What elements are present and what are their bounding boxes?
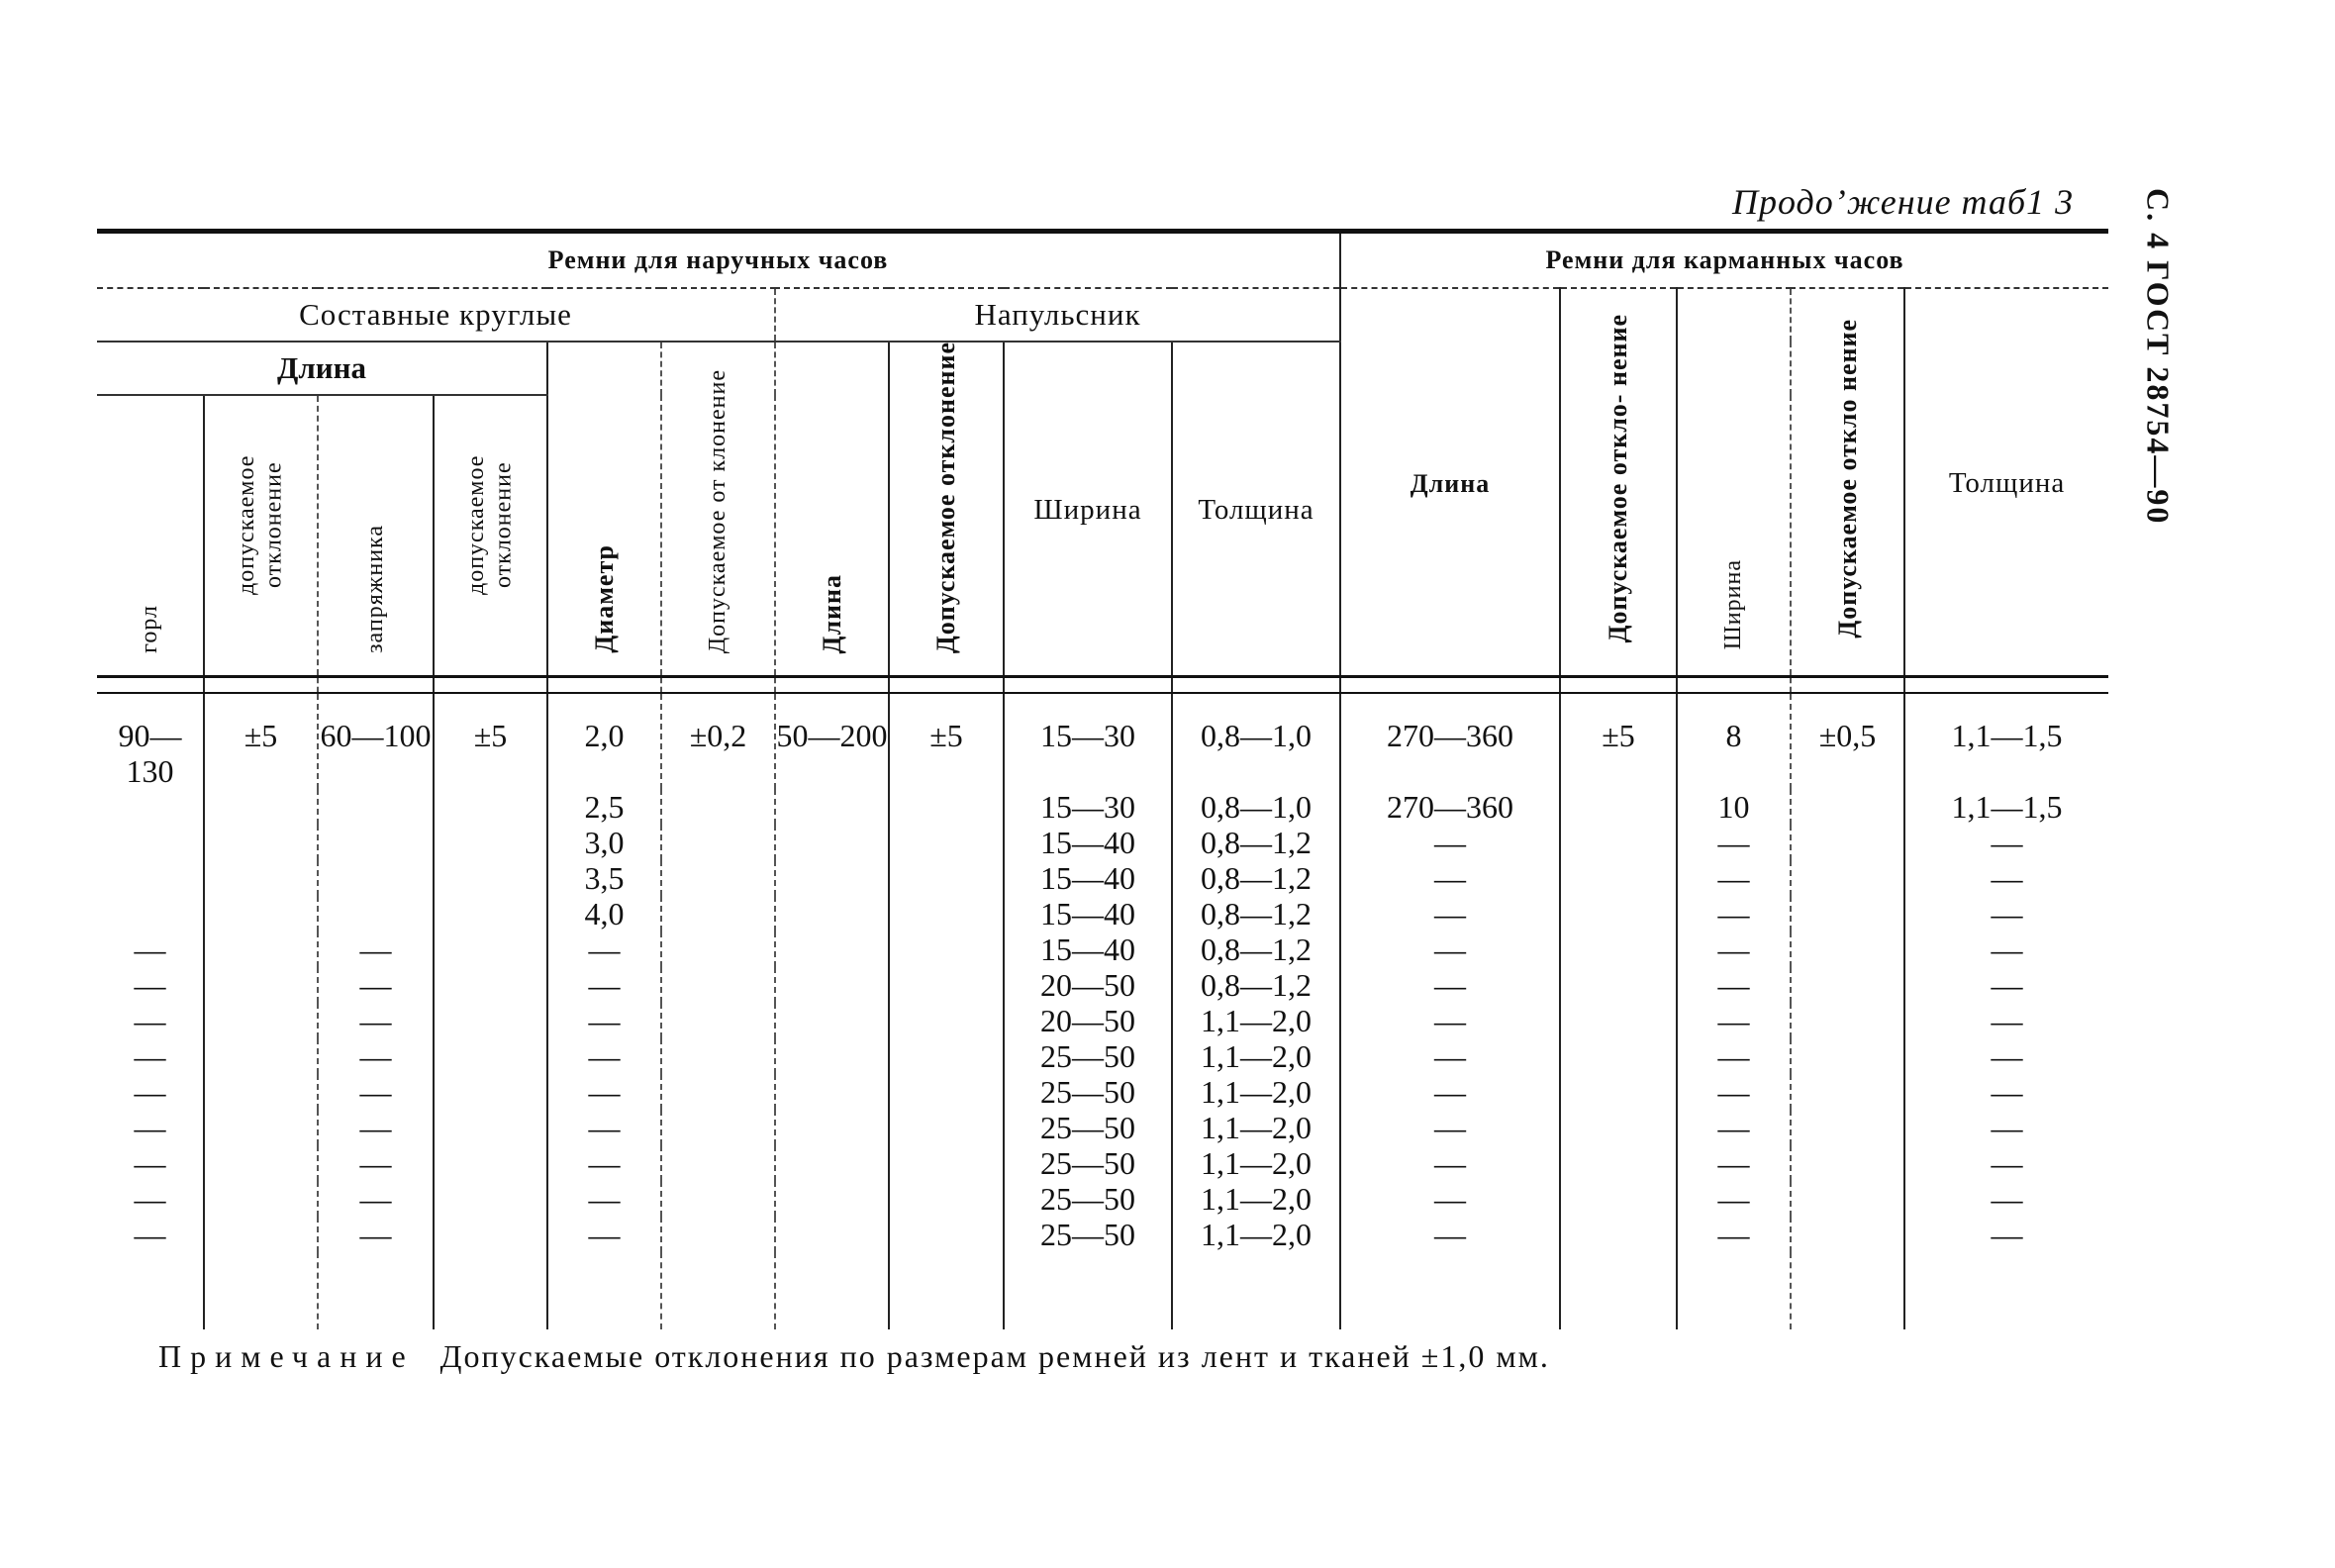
- table-cell: —: [1904, 1181, 2108, 1217]
- table-cell: [1560, 1181, 1677, 1217]
- table-cell: —: [318, 1038, 434, 1074]
- table-cell: 270—360: [1340, 693, 1560, 789]
- table-cell: —: [318, 1074, 434, 1110]
- table-spacer-cell: [97, 1252, 204, 1329]
- table-cell: 0,8—1,0: [1172, 693, 1340, 789]
- table-cell: 8: [1677, 693, 1791, 789]
- table-cell: [889, 789, 1004, 825]
- table-spacer-cell: [318, 1252, 434, 1329]
- table-cell: 20—50: [1004, 1003, 1172, 1038]
- table-cell: —: [547, 931, 661, 967]
- header-pocket-width: [1677, 288, 1791, 677]
- table-cell: [661, 931, 775, 967]
- table-cell: —: [547, 1217, 661, 1252]
- table-cell: 270—360: [1340, 789, 1560, 825]
- table-cell: [775, 1145, 889, 1181]
- table-cell: —: [318, 931, 434, 967]
- header-diameter-text: Диаметр: [589, 544, 619, 653]
- table-cell: [1791, 1110, 1904, 1145]
- header-bracelet-dev: [889, 342, 1004, 677]
- header-bracelet-width-text: Ширина: [1033, 494, 1142, 526]
- table-cell: —: [1677, 1217, 1791, 1252]
- table-cell: [1560, 860, 1677, 896]
- table-cell: —: [134, 1038, 166, 1074]
- table-cell: [1560, 789, 1677, 825]
- table-cell: —: [1340, 1181, 1560, 1217]
- header-zapr-text: запряжника: [361, 525, 388, 653]
- table-cell: —: [318, 1145, 434, 1181]
- table-cell: [1560, 1038, 1677, 1074]
- header-diameter-dev-text: Допускаемое от клонение: [704, 368, 730, 653]
- table-cell: 60—100: [318, 693, 434, 789]
- header-pocket-thickness: [1904, 288, 2108, 677]
- table-cell: [1791, 1145, 1904, 1181]
- table-cell: [204, 1074, 318, 1110]
- table-cell: [434, 931, 547, 967]
- table-cell: [775, 931, 889, 967]
- table-cell: [661, 1110, 775, 1145]
- table-cell: [204, 1145, 318, 1181]
- table-cell: [775, 789, 889, 825]
- header-pocket-dev1: [1560, 288, 1677, 677]
- table-cell: 2,5: [547, 789, 661, 825]
- table-cell: —: [1904, 1074, 2108, 1110]
- table-row: [97, 1038, 2108, 1074]
- header-pocket-thickness-text: Толщина: [1948, 467, 2066, 499]
- table-spacer-cell: [1677, 1252, 1791, 1329]
- header-bracelet-dev-text: Допускаемое отклонение: [931, 341, 961, 653]
- table-cell: [97, 860, 204, 896]
- table-cell: [1791, 1038, 1904, 1074]
- table-row: [97, 789, 2108, 825]
- table-cell: ±5: [889, 693, 1004, 789]
- table-cell: [661, 860, 775, 896]
- table-cell: 15—40: [1004, 931, 1172, 967]
- header-diameter-dev: [661, 342, 775, 677]
- table-cell: —: [1904, 825, 2108, 860]
- table-cell: [97, 789, 204, 825]
- table-cell: 0,8—1,0: [1172, 789, 1340, 825]
- header-dev1: [204, 395, 318, 677]
- table-cell: [1560, 825, 1677, 860]
- table-row: [97, 693, 2108, 789]
- table-cell: —: [547, 1074, 661, 1110]
- table-cell: [204, 789, 318, 825]
- table-cell: [775, 825, 889, 860]
- table-cell: [204, 931, 318, 967]
- table-cell: [1791, 825, 1904, 860]
- table-cell: —: [134, 1110, 166, 1145]
- header-bracelet-thickness: [1172, 342, 1340, 677]
- table-spacer-cell: [1340, 1252, 1560, 1329]
- table-cell: [775, 967, 889, 1003]
- table-cell: 25—50: [1004, 1074, 1172, 1110]
- table-spacer-cell: [1791, 1252, 1904, 1329]
- table-cell: —: [1904, 1038, 2108, 1074]
- table-cell: [889, 931, 1004, 967]
- header-pocket-length-text: Длина: [1410, 469, 1491, 498]
- table-cell: —: [134, 967, 166, 1003]
- table-cell: [1560, 1110, 1677, 1145]
- header-gorl: [97, 395, 204, 677]
- table-cell: [434, 896, 547, 931]
- table-cell: [1791, 1074, 1904, 1110]
- table-cell: 1,1—2,0: [1172, 1003, 1340, 1038]
- table-cell: —: [134, 931, 166, 967]
- table-spacer-cell: [661, 1252, 775, 1329]
- table-cell: 1,1—2,0: [1172, 1074, 1340, 1110]
- table-note: [158, 1338, 1550, 1375]
- table-cell: —: [134, 1217, 166, 1252]
- table-cell: [889, 825, 1004, 860]
- table-cell: —: [1340, 825, 1560, 860]
- table-cell: [889, 1074, 1004, 1110]
- table-cell: [889, 1181, 1004, 1217]
- table-row: [97, 1110, 2108, 1145]
- table-cell: [1791, 1217, 1904, 1252]
- table-cell: —: [1677, 1003, 1791, 1038]
- table-cell: [204, 1110, 318, 1145]
- table-cell: [1791, 896, 1904, 931]
- table-cell: —: [1677, 931, 1791, 967]
- table-cell: —: [1340, 860, 1560, 896]
- table-cell: [1560, 1217, 1677, 1252]
- table-cell: [775, 1217, 889, 1252]
- table-row: [97, 967, 2108, 1003]
- table-row: [97, 1074, 2108, 1110]
- table-cell: 0,8—1,2: [1172, 896, 1340, 931]
- table-cell: [889, 1110, 1004, 1145]
- table-cell: ±0,2: [661, 693, 775, 789]
- table-cell: [434, 1003, 547, 1038]
- table-row: [97, 1217, 2108, 1252]
- table-cell: [889, 860, 1004, 896]
- table-spacer-cell: [1172, 1252, 1340, 1329]
- table-spacer-cell: [775, 1252, 889, 1329]
- table-cell: 25—50: [1004, 1217, 1172, 1252]
- table-cell: 15—40: [1004, 896, 1172, 931]
- table-cell: [661, 1217, 775, 1252]
- table-cell: —: [1677, 860, 1791, 896]
- header-dev2: [434, 395, 547, 677]
- table-cell: —: [134, 1003, 166, 1038]
- header-pocket-width-text: Ширина: [1719, 558, 1746, 649]
- header-wrist: Ремни для наручных часов: [97, 232, 1340, 289]
- table-cell: —: [1677, 1110, 1791, 1145]
- table-cell: 1,1—1,5: [1904, 789, 2108, 825]
- table-cell: 25—50: [1004, 1110, 1172, 1145]
- table-cell: [434, 967, 547, 1003]
- table-cell: 1,1—1,5: [1904, 693, 2108, 789]
- table-cell: [97, 825, 204, 860]
- table-cell: [318, 789, 434, 825]
- header-pocket: Ремни для карманных часов: [1340, 232, 2108, 289]
- table-cell: 90—130: [118, 718, 182, 789]
- table-cell: [775, 1038, 889, 1074]
- table-cell: [434, 825, 547, 860]
- table-cell: 4,0: [547, 896, 661, 931]
- table-cell: 25—50: [1004, 1181, 1172, 1217]
- table-row: [97, 860, 2108, 896]
- table-spacer-cell: [547, 1252, 661, 1329]
- table-cell: [1560, 1145, 1677, 1181]
- table-cell: [775, 1181, 889, 1217]
- table-cell: [1791, 967, 1904, 1003]
- table-cell: 3,0: [547, 825, 661, 860]
- table-cell: —: [318, 967, 434, 1003]
- header-pocket-dev1-text: Допускаемое откло- нение: [1604, 313, 1633, 643]
- table-cell: —: [1340, 1145, 1560, 1181]
- table-cell: ±0,5: [1791, 693, 1904, 789]
- table-cell: —: [1340, 1074, 1560, 1110]
- table-cell: [889, 1145, 1004, 1181]
- table-spacer-cell: [1560, 1252, 1677, 1329]
- table-cell: —: [1677, 896, 1791, 931]
- table-cell: [204, 825, 318, 860]
- table-cell: 15—40: [1004, 825, 1172, 860]
- header-dev1-text: допускаемое отклонение: [233, 454, 287, 595]
- table-cell: [97, 896, 204, 931]
- table-spacer-row: [97, 1252, 2108, 1329]
- table-cell: —: [1904, 1003, 2108, 1038]
- header-composite: Составные круглые: [97, 288, 775, 342]
- header-separator: [97, 677, 2108, 694]
- table-cell: [204, 1217, 318, 1252]
- table-cell: [434, 789, 547, 825]
- side-page-label-text: С. 4 ГОСТ 28754—90: [2140, 188, 2177, 526]
- table-body: [97, 693, 2108, 1329]
- table-cell: —: [1677, 1145, 1791, 1181]
- table-cell: [1791, 931, 1904, 967]
- table-cell: —: [1904, 1145, 2108, 1181]
- table-spacer-cell: [204, 1252, 318, 1329]
- table-cell: [889, 1003, 1004, 1038]
- table-cell: —: [1340, 967, 1560, 1003]
- side-page-label: [2113, 188, 2202, 554]
- header-bracelet-width: [1004, 342, 1172, 677]
- table-cell: [1791, 1181, 1904, 1217]
- header-gorl-text: горл: [136, 605, 162, 653]
- table-cell: 50—200: [775, 693, 889, 789]
- table-cell: —: [134, 1181, 166, 1217]
- header-length-group: Длина: [97, 342, 547, 395]
- table-cell: 15—40: [1004, 860, 1172, 896]
- header-zapr: [318, 395, 434, 677]
- table-cell: [434, 1217, 547, 1252]
- table-row: [97, 825, 2108, 860]
- table-cell: [775, 1003, 889, 1038]
- table-cell: [318, 896, 434, 931]
- table-cell: [434, 1181, 547, 1217]
- table-cell: —: [1677, 967, 1791, 1003]
- table-cell: 25—50: [1004, 1038, 1172, 1074]
- table-cell: 25—50: [1004, 1145, 1172, 1181]
- table-cell: [434, 1145, 547, 1181]
- table-cell: 15—30: [1004, 693, 1172, 789]
- table-cell: 20—50: [1004, 967, 1172, 1003]
- table-cell: [889, 1038, 1004, 1074]
- table-cell: ±5: [1560, 693, 1677, 789]
- table-cell: [661, 967, 775, 1003]
- table-cell: [1791, 789, 1904, 825]
- table-cell: [661, 896, 775, 931]
- table-cell: 3,5: [547, 860, 661, 896]
- table-cell: —: [1340, 1217, 1560, 1252]
- table-cell: —: [547, 1038, 661, 1074]
- table-cell: —: [1340, 1003, 1560, 1038]
- table-cell: —: [318, 1110, 434, 1145]
- table-cell: [1560, 1074, 1677, 1110]
- table-cell: [1560, 1003, 1677, 1038]
- header-pocket-dev2: [1791, 288, 1904, 677]
- header-bracelet-length: [775, 342, 889, 677]
- table-cell: 0,8—1,2: [1172, 825, 1340, 860]
- note-text: Допускаемые отклонения по размерам ремней из лент и тканей ±1,0 мм.: [439, 1338, 1550, 1374]
- header-pocket-length: [1340, 288, 1560, 677]
- table-cell: [661, 825, 775, 860]
- table-cell: [1560, 896, 1677, 931]
- header-bracelet: Напульсник: [775, 288, 1340, 342]
- table-cell: —: [318, 1217, 434, 1252]
- table-cell: [204, 967, 318, 1003]
- table-cell: —: [1677, 1181, 1791, 1217]
- table-caption: Продо’жение таб1 3: [1732, 182, 2075, 222]
- table-cell: —: [1340, 1038, 1560, 1074]
- table-cell: [204, 1181, 318, 1217]
- table-cell: [434, 1110, 547, 1145]
- table-cell: —: [547, 1110, 661, 1145]
- table-cell: —: [1904, 896, 2108, 931]
- table-cell: [318, 825, 434, 860]
- note-label: Примечание: [158, 1338, 415, 1374]
- table-cell: [889, 967, 1004, 1003]
- table-cell: [775, 1074, 889, 1110]
- table-cell: [889, 896, 1004, 931]
- table-cell: 1,1—2,0: [1172, 1038, 1340, 1074]
- table-cell: —: [318, 1181, 434, 1217]
- table-cell: 1,1—2,0: [1172, 1217, 1340, 1252]
- table-cell: —: [547, 1145, 661, 1181]
- table-row: [97, 1181, 2108, 1217]
- header-pocket-dev2-text: Допускаемое откло нение: [1832, 318, 1862, 638]
- table-cell: [434, 860, 547, 896]
- table-cell: [1791, 1003, 1904, 1038]
- table-cell: [204, 1038, 318, 1074]
- table-cell: —: [547, 967, 661, 1003]
- header-dev2-text: допускаемое отклонение: [462, 454, 517, 595]
- header-bracelet-thickness-text: Толщина: [1198, 494, 1314, 526]
- table-cell: —: [547, 1181, 661, 1217]
- table-cell: —: [1340, 1110, 1560, 1145]
- table-row: [97, 1145, 2108, 1181]
- table-cell: 1,1—2,0: [1172, 1145, 1340, 1181]
- table-cell: —: [134, 1074, 166, 1110]
- table-cell: [661, 1003, 775, 1038]
- table-spacer-cell: [1904, 1252, 2108, 1329]
- table-cell: —: [1677, 1038, 1791, 1074]
- table-cell: —: [1340, 931, 1560, 967]
- table-cell: [661, 1038, 775, 1074]
- table-cell: [661, 789, 775, 825]
- table-cell: ±5: [434, 693, 547, 789]
- data-table: [97, 229, 2108, 1329]
- table-cell: —: [1904, 931, 2108, 967]
- table-cell: —: [1904, 1110, 2108, 1145]
- table-cell: 1,1—2,0: [1172, 1181, 1340, 1217]
- table-row: [97, 1003, 2108, 1038]
- table-cell: [204, 1003, 318, 1038]
- table-spacer-cell: [1004, 1252, 1172, 1329]
- table-cell: —: [1677, 1074, 1791, 1110]
- table-cell: —: [1904, 967, 2108, 1003]
- table-cell: —: [1904, 860, 2108, 896]
- table-cell: —: [547, 1003, 661, 1038]
- table-row: [97, 931, 2108, 967]
- table-cell: [775, 860, 889, 896]
- table-cell: —: [1677, 825, 1791, 860]
- table-cell: [204, 896, 318, 931]
- table-cell: 2,0: [547, 693, 661, 789]
- table-cell: 10: [1677, 789, 1791, 825]
- table-cell: 1,1—2,0: [1172, 1110, 1340, 1145]
- table-cell: [661, 1074, 775, 1110]
- table-cell: —: [1904, 1217, 2108, 1252]
- table-cell: [1791, 860, 1904, 896]
- table-spacer-cell: [889, 1252, 1004, 1329]
- table-cell: [204, 860, 318, 896]
- table-cell: 15—30: [1004, 789, 1172, 825]
- table-spacer-cell: [434, 1252, 547, 1329]
- table-cell: [661, 1145, 775, 1181]
- header-diameter: [547, 342, 661, 677]
- table-cell: 0,8—1,2: [1172, 860, 1340, 896]
- table-cell: [1560, 931, 1677, 967]
- table-cell: —: [1340, 896, 1560, 931]
- table-cell: —: [134, 1145, 166, 1181]
- table-cell: 0,8—1,2: [1172, 967, 1340, 1003]
- table-cell: [661, 1181, 775, 1217]
- table-cell: [434, 1038, 547, 1074]
- table-cell: [775, 1110, 889, 1145]
- table-cell: 0,8—1,2: [1172, 931, 1340, 967]
- header-bracelet-length-text: Длина: [817, 573, 846, 653]
- table-cell: [434, 1074, 547, 1110]
- table-row: [97, 896, 2108, 931]
- table-cell: [889, 1217, 1004, 1252]
- table-cell: [775, 896, 889, 931]
- table-cell: [318, 860, 434, 896]
- table-cell: —: [318, 1003, 434, 1038]
- table-cell: ±5: [204, 693, 318, 789]
- table-cell: [1560, 967, 1677, 1003]
